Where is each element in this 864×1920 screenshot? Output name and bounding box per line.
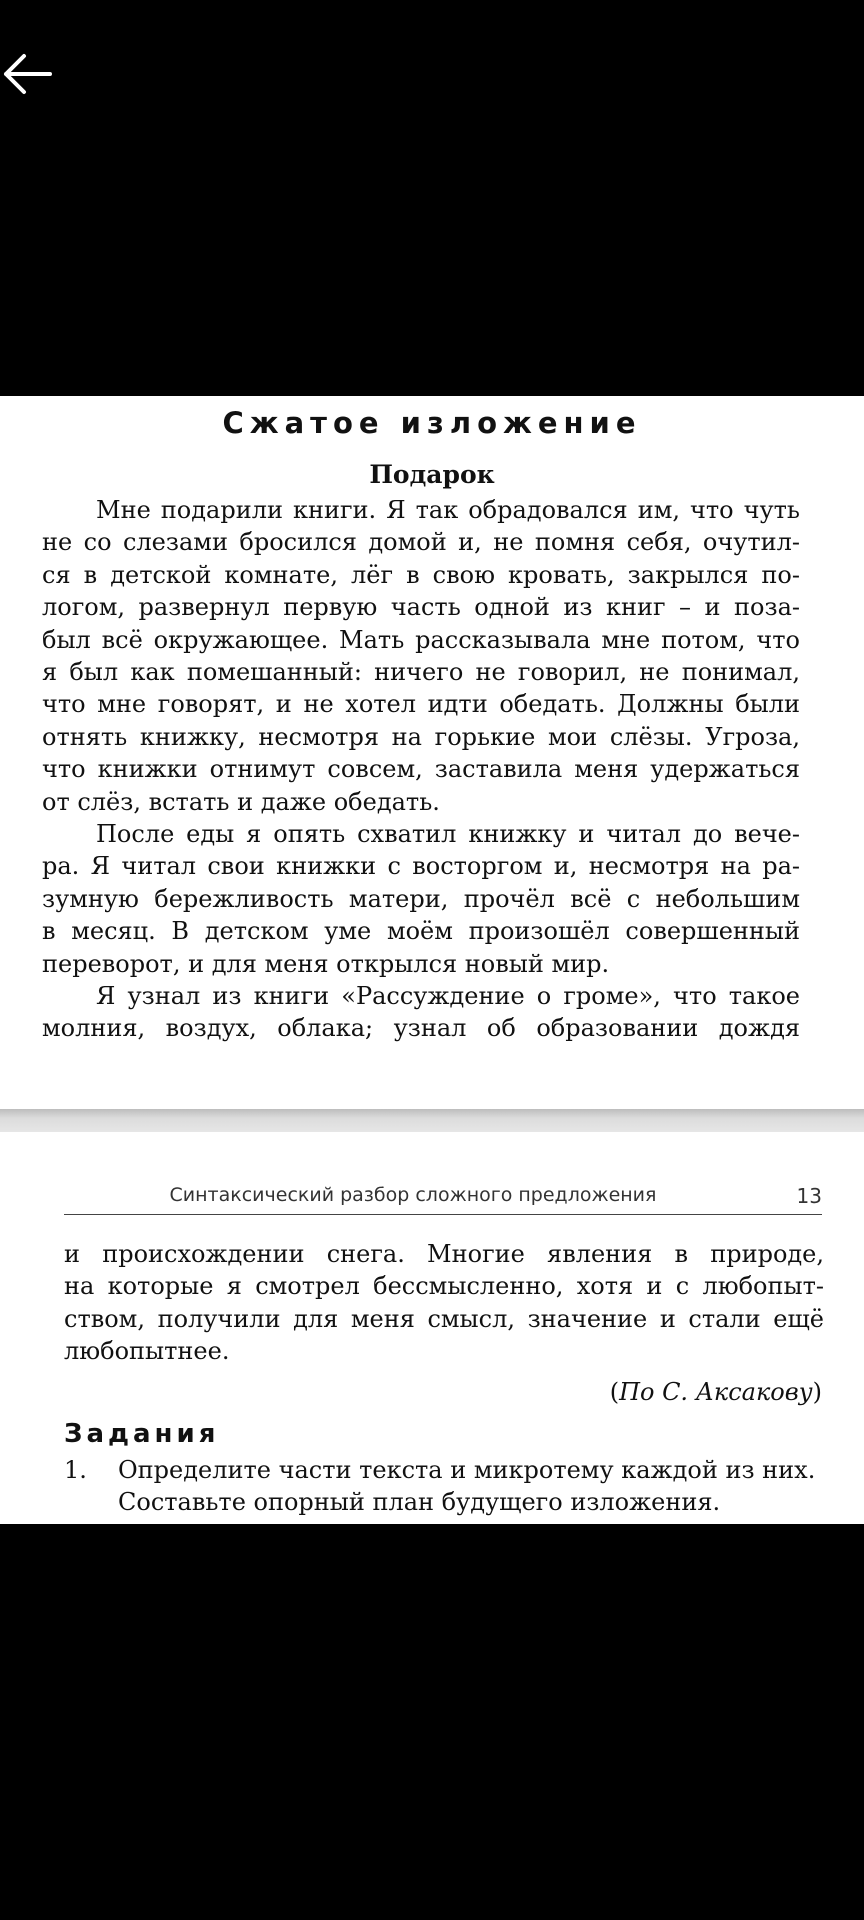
page-separator xyxy=(0,1109,864,1132)
text-line: и происхождении снега. Многие явления в природе, xyxy=(64,1240,824,1268)
attribution-open: ( xyxy=(609,1378,620,1406)
text-line: молния, воздух, облака; узнал об образовании дождя xyxy=(42,1014,800,1043)
paragraph-continuation xyxy=(64,1238,824,1368)
page-bottom xyxy=(0,1132,864,1524)
page-top xyxy=(0,396,864,1109)
text-line: от слёз, встать и даже обедать. xyxy=(42,787,440,816)
paragraph-2 xyxy=(42,818,800,980)
section-title: Сжатое изложение xyxy=(222,406,642,440)
story-title: Подарок xyxy=(369,460,495,489)
text-line: на которые я смотрел бессмысленно, хотя и с любопыт- xyxy=(64,1272,824,1301)
text-line: Мне подарили книги. Я так обрадовался им, что чуть xyxy=(96,496,800,524)
text-line: Определите части текста и микротему каждой из них. xyxy=(118,1456,816,1484)
text-line: ся в детской комнате, лёг в свою кровать, закрылся по- xyxy=(42,560,800,589)
back-button[interactable] xyxy=(0,50,60,100)
attribution xyxy=(610,1378,822,1406)
task-number: 1. xyxy=(64,1456,87,1484)
task-text xyxy=(118,1454,824,1519)
text-line: Составьте опорный план будущего изложения. xyxy=(118,1488,721,1517)
text-line: Я узнал из книги «Рассуждение о громе», что такое xyxy=(96,982,800,1010)
page-number: 13 xyxy=(796,1184,822,1208)
top-bar xyxy=(0,0,864,396)
arrow-left-icon xyxy=(0,50,60,100)
text-line: был всё окружающее. Мать рассказывала мне потом, что xyxy=(42,625,800,654)
text-line: логом, развернул первую часть одной из книг – и поза- xyxy=(42,593,800,622)
text-line: отнять книжку, несмотря на горькие мои слёзы. Угроза, xyxy=(42,722,800,751)
text-line: ством, получили для меня смысл, значение и стали ещё xyxy=(64,1304,824,1333)
text-line: переворот, и для меня открылся новый мир. xyxy=(42,949,610,978)
attribution-author: По С. Аксакову xyxy=(619,1378,813,1406)
tasks-title: Задания xyxy=(64,1419,220,1449)
text-line: не со слезами бросился домой и, не помня себя, очутил- xyxy=(42,528,800,557)
text-line: любопытнее. xyxy=(64,1337,230,1366)
attribution-close: ) xyxy=(812,1378,822,1406)
text-line: в месяц. В детском уме моём произошёл совершенный xyxy=(42,917,800,946)
bottom-bar xyxy=(0,1524,864,1920)
running-header xyxy=(64,1184,822,1215)
text-line: После еды я опять схватил книжку и читал до вече- xyxy=(96,820,800,848)
text-line: что книжки отнимут совсем, заставила меня удержаться xyxy=(42,755,800,784)
text-line: что мне говорят, и не хотел идти обедать. Должны были xyxy=(42,690,800,719)
text-line: зумную бережливость матери, прочёл всё с небольшим xyxy=(42,884,800,913)
text-line: я был как помешанный: ничего не говорил, не понимал, xyxy=(42,657,800,686)
paragraph-1 xyxy=(42,494,800,818)
paragraph-3 xyxy=(42,980,800,1045)
text-line: ра. Я читал свои книжки с восторгом и, несмотря на ра- xyxy=(42,852,800,881)
running-title: Синтаксический разбор сложного предложения xyxy=(169,1184,657,1206)
